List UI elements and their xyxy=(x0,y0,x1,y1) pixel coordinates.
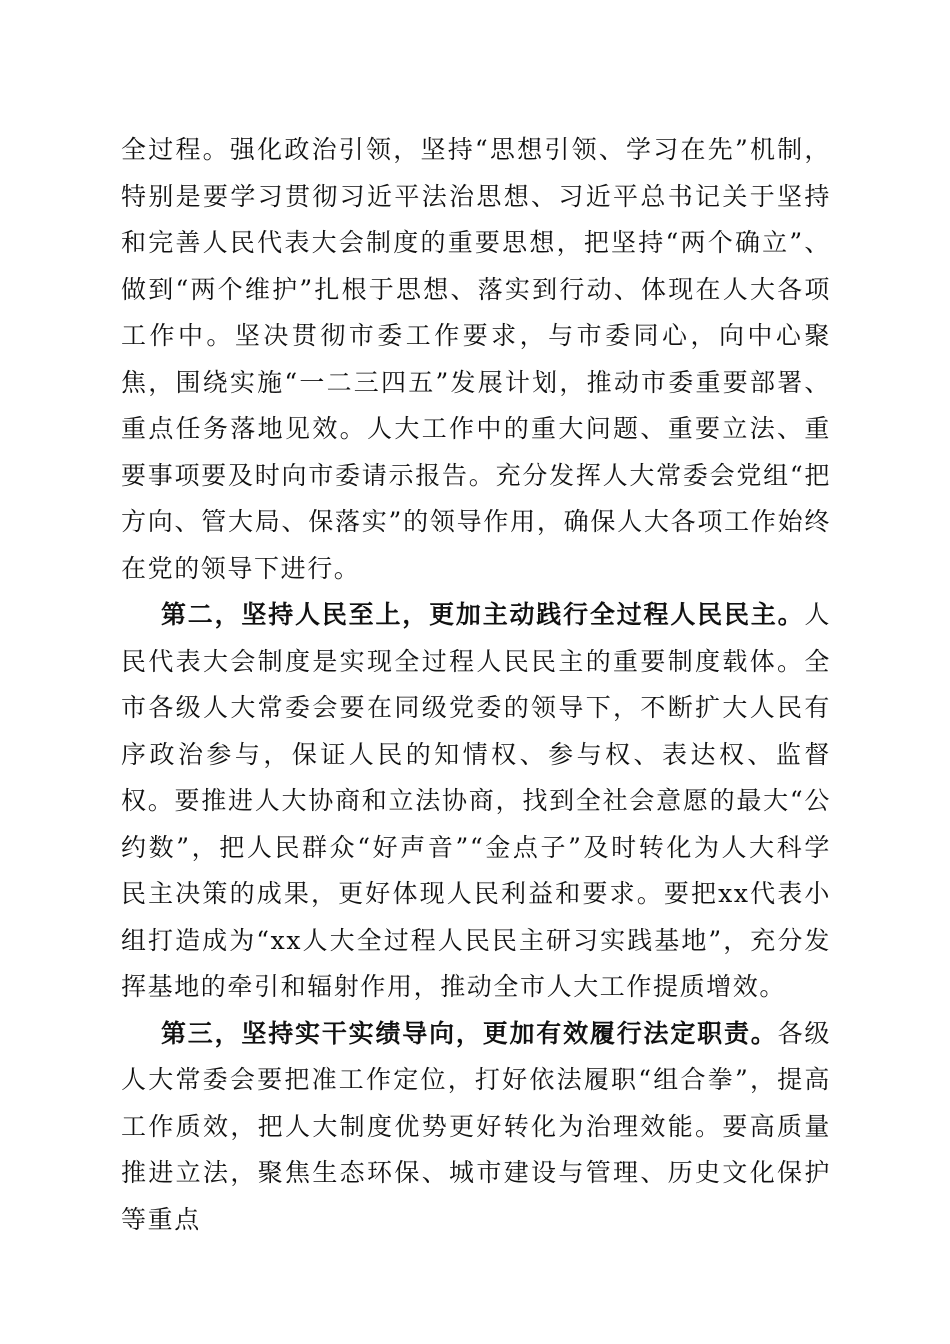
paragraph-1-body: 全过程。强化政治引领，坚持“思想引领、学习在先”机制，特别是要学习贯彻习近平法治思想、习近平总书记关于坚持和完善人民代表大会制度的重要思想，把坚持“两个确立”、做到“两个维护”扎根于思想、落实到行动、体现在人大各项工作中。坚决贯彻市委工作要求，与市委同心，向中心聚焦，围绕实施“一二三四五”发展计划，推动市委重要部署、重点任务落地见效。人大工作中的重大问题、重要立法、重要事项要及时向市委请示报告。充分发挥人大常委会党组“把方向、管大局、保落实”的领导作用，确保人大各项工作始终在党的领导下进行。 xyxy=(121,135,831,583)
paragraph-3-heading: 第三，坚持实干实绩导向，更加有效履行法定职责。 xyxy=(161,1018,778,1048)
paragraph-third xyxy=(121,1011,831,1244)
paragraph-continuation xyxy=(121,127,831,592)
paragraph-2-heading: 第二，坚持人民至上，更加主动践行全过程人民民主。 xyxy=(161,600,805,629)
paragraph-2-body: 人民代表大会制度是实现全过程人民民主的重要制度载体。全市各级人大常委会要在同级党委的领导下，不断扩大人民有序政治参与，保证人民的知情权、参与权、表达权、监督权。要推进人大协商和立法协商，找到全社会意愿的最大“公约数”，把人民群众“好声音”“金点子”及时转化为人大科学民主决策的成果，更好体现人民利益和要求。要把xx代表小组打造成为“xx人大全过程人民民主研习实践基地”，充分发挥基地的牵引和辐射作用，推动全市人大工作提质增效。 xyxy=(121,600,831,1001)
document-body xyxy=(121,127,831,1243)
paragraph-second xyxy=(121,592,831,1011)
paragraph-3-body: 各级人大常委会要把准工作定位，打好依法履职“组合拳”，提高工作质效，把人大制度优势更好转化为治理效能。要高质量推进立法，聚焦生态环保、城市建设与管理、历史文化保护等重点 xyxy=(121,1018,832,1234)
